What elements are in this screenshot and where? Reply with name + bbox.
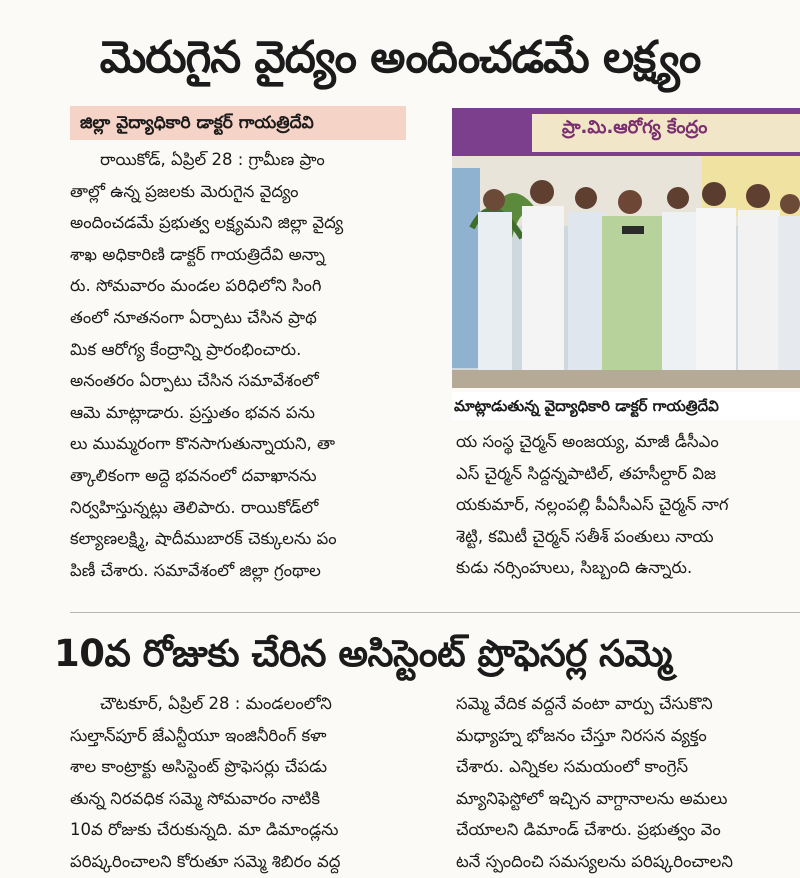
- text-line: లు ముమ్మరంగా కొనసాగుతున్నాయని, తా: [70, 434, 336, 454]
- text-line: శాఖ అధికారిణి డాక్టర్ గాయత్రిదేవి అన్నా: [70, 244, 325, 264]
- article1-photo-caption: మాట్లాడుతున్న వైద్యాధికారి డాక్టర్ గాయత్రిదేవి: [452, 392, 800, 420]
- article1-headline: మెరుగైన వైద్యం అందించడమే లక్ష్యం: [99, 32, 701, 83]
- article2-headline: 10వ రోజుకు చేరిన అసిస్టెంట్ ప్రొఫెసర్ల సమ్మె: [54, 632, 672, 675]
- news-photo-illustration: [452, 108, 800, 388]
- text-line: యకుమార్, నల్లంపల్లి పీఏసీఎస్ చైర్మన్ నాగ: [456, 495, 729, 515]
- text-line: కల్యాణలక్ష్మి, షాదీముబారక్ చెక్కులను పం: [70, 529, 337, 549]
- divider: [70, 612, 800, 613]
- article2-right-column: [456, 688, 800, 878]
- text-line: తున్న నిరవధిక సమ్మె సోమవారం నాటికి: [70, 788, 320, 808]
- text-line: ఎస్ చైర్మన్ సిద్దన్నపాటిల్, తహసీల్దార్ విజ: [456, 463, 717, 483]
- text-line: మిక ఆరోగ్య కేంద్రాన్ని ప్రారంభించారు.: [70, 339, 302, 359]
- text-line: శెట్టి, కమిటీ చైర్మన్ సతీశ్ పంతులు నాయ: [456, 526, 714, 546]
- article1-subhead: జిల్లా వైద్యాధికారి డాక్టర్ గాయత్రిదేవి: [70, 106, 406, 140]
- photo-banner-text: ప్రా.మి.ఆరోగ్య కేంద్రం: [562, 117, 708, 138]
- text-line: చేశారు. ఎన్నికల సమయంలో కాంగ్రెస్: [456, 757, 689, 777]
- text-line: పరిష్కరించాలని కోరుతూ సమ్మె శిబిరం వద్ద: [70, 851, 341, 871]
- text-line: అందించడమే ప్రభుత్వ లక్ష్యమని జిల్లా వైద్య: [70, 213, 344, 233]
- text-line: సుల్తాన్‌పూర్ జేఎన్టీయూ ఇంజినీరింగ్ కళా: [70, 725, 327, 745]
- text-line: రు. సోమవారం మండల పరిధిలోని సింగి: [70, 276, 322, 296]
- text-line: చేయాలని డిమాండ్ చేశారు. ప్రభుత్వం వెం: [456, 820, 721, 840]
- text-line: తంలో నూతనంగా ఏర్పాటు చేసిన ప్రాథ: [70, 307, 317, 327]
- text-line: త్కాలికంగా అద్దె భవనంలో దవాఖానను: [70, 465, 317, 485]
- top-strip: [0, 0, 800, 10]
- text-line: సమ్మె వేదిక వద్దనే వంటా వార్పు చేసుకొని: [456, 694, 713, 713]
- text-line: పిణీ చేశారు. సమావేశంలో జిల్లా గ్రంథాల: [70, 560, 321, 580]
- article1-left-column: [70, 144, 442, 586]
- text-line: శాల కాంట్రాక్టు అసిస్టెంట్ ప్రొఫెసర్లు చేపడు: [70, 757, 328, 777]
- text-line: టనే స్పందించి సమస్యలను పరిష్కరించాలని: [456, 851, 733, 871]
- text-line: చౌటకూర్, ఏప్రిల్ 28 : మండలంలోని: [100, 694, 332, 713]
- text-line: 10వ రోజుకు చేరుకున్నది. మా డిమాండ్లను: [70, 820, 339, 840]
- text-line: మధ్యాహ్న భోజనం చేస్తూ నిరసన వ్యక్తం: [456, 725, 707, 745]
- text-line: కుడు నర్సింహులు, సిబ్బంది ఉన్నారు.: [456, 558, 693, 578]
- text-line: తాల్లో ఉన్న ప్రజలకు మెరుగైన వైద్యం: [70, 181, 299, 201]
- text-line: మ్యానిఫెస్టోలో ఇచ్చిన వాగ్దానాలను అమలు: [456, 788, 728, 808]
- text-line: య సంస్థ చైర్మన్ అంజయ్య, మాజీ డీసీఎం: [456, 432, 719, 451]
- article2-left-column: [70, 688, 442, 878]
- text-line: రాయికోడ్, ఏప్రిల్ 28 : గ్రామీణ ప్రాం: [100, 150, 325, 169]
- text-line: ఆమె మాట్లాడారు. ప్రస్తుతం భవన పను: [70, 402, 315, 422]
- text-line: నిర్వహిస్తున్నట్లు తెలిపారు. రాయికోడ్‌లో: [70, 497, 319, 517]
- article1-photo: [452, 108, 800, 388]
- text-line: అనంతరం ఏర్పాటు చేసిన సమావేశంలో: [70, 371, 319, 391]
- article1-right-column: [456, 426, 800, 584]
